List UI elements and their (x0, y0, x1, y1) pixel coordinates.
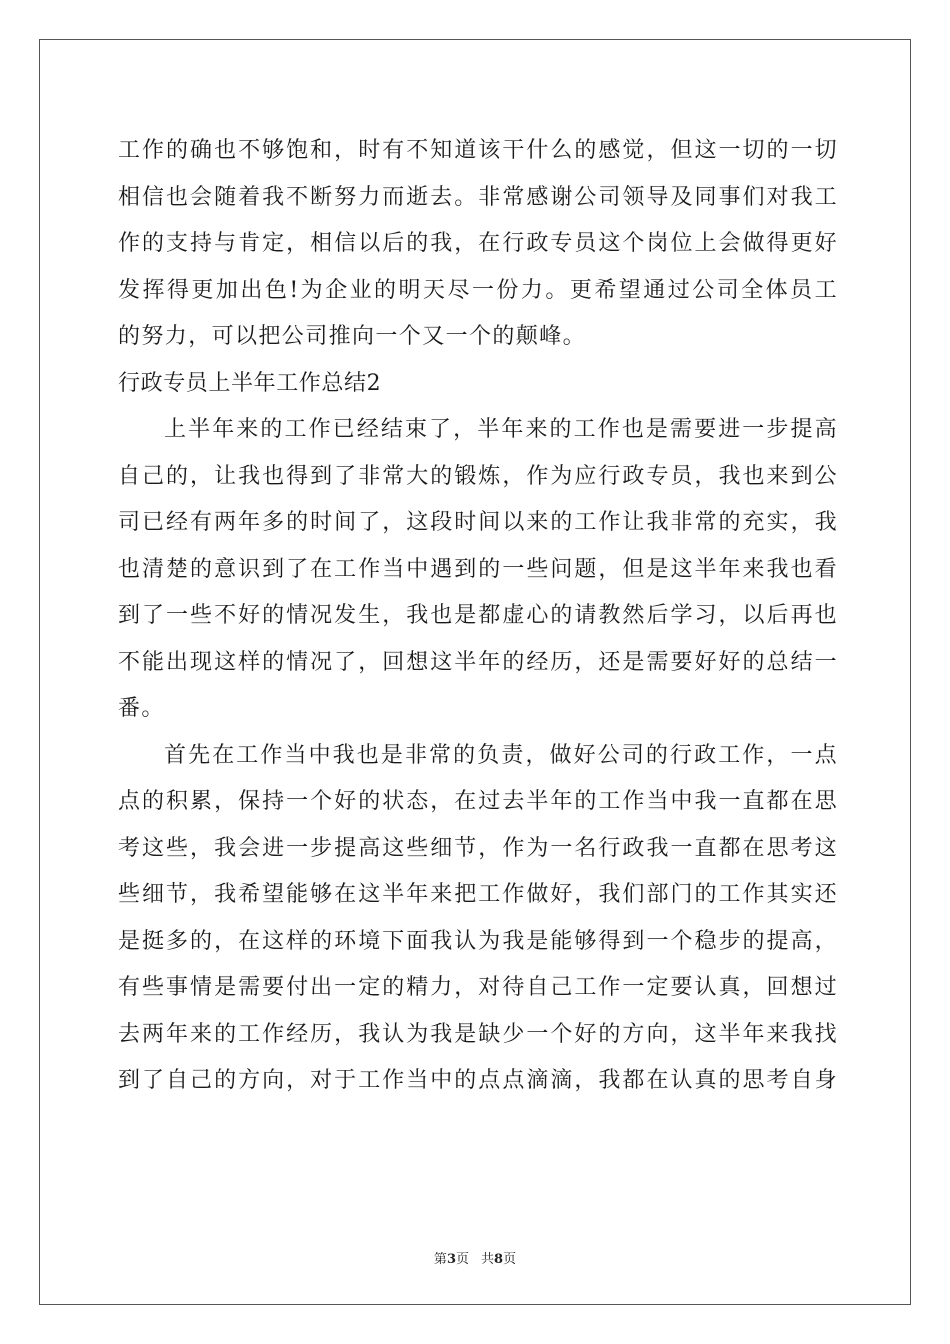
paragraph-line: 自己的，让我也得到了非常大的锻炼，作为应行政专员，我也来到公 (118, 463, 838, 489)
total-pages: 8 (494, 1252, 504, 1267)
total-suffix: 页 (503, 1252, 517, 1267)
paragraph-line: 作的支持与肯定，相信以后的我，在行政专员这个岗位上会做得更好 (118, 231, 838, 256)
page-footer (0, 1248, 950, 1267)
paragraph-line: 工作的确也不够饱和，时有不知道该干什么的感觉，但这一切的一切 (118, 138, 838, 163)
document-body (118, 128, 838, 1105)
paragraph-line: 是挺多的，在这样的环境下面我认为我是能够得到一个稳步的提高， (118, 928, 838, 954)
total-prefix: 共 (481, 1252, 495, 1267)
paragraph-line: 首先在工作当中我也是非常的负责，做好公司的行政工作，一点 (164, 742, 838, 768)
page-prefix: 第 (433, 1252, 447, 1267)
paragraph-line: 相信也会随着我不断努力而逝去。非常感谢公司领导及同事们对我工 (118, 184, 838, 210)
paragraph-line: 司已经有两年多的时间了，这段时间以来的工作让我非常的充实，我 (118, 510, 838, 535)
paragraph-line: 些细节，我希望能够在这半年来把工作做好，我们部门的工作其实还 (118, 882, 838, 907)
paragraph-line: 到了自己的方向，对于工作当中的点点滴滴，我都在认真的思考自身 (118, 1068, 838, 1093)
paragraph-line: 到了一些不好的情况发生，我也是都虚心的请教然后学习，以后再也 (118, 603, 838, 628)
paragraph-line: 考这些，我会进一步提高这些细节，作为一名行政我一直都在思考这 (118, 835, 838, 861)
paragraph-line: 上半年来的工作已经结束了，半年来的工作也是需要进一步提高 (164, 417, 838, 442)
paragraph-line: 有些事情是需要付出一定的精力，对待自己工作一定要认真，回想过 (118, 975, 838, 1000)
paragraph-line: 番。 (118, 696, 165, 721)
section-heading: 行政专员上半年工作总结2 (118, 370, 382, 396)
paragraph-line: 不能出现这样的情况了，回想这半年的经历，还是需要好好的总结一 (118, 649, 838, 675)
page-suffix: 页 (455, 1252, 469, 1267)
paragraph-line: 去两年来的工作经历，我认为我是缺少一个好的方向，这半年来我找 (118, 1021, 838, 1047)
paragraph-line: 也清楚的意识到了在工作当中遇到的一些问题，但是这半年来我也看 (118, 556, 838, 582)
paragraph-line: 的努力，可以把公司推向一个又一个的颠峰。 (118, 324, 587, 349)
paragraph-line: 点的积累，保持一个好的状态，在过去半年的工作当中我一直都在思 (118, 789, 838, 814)
page-number: 3 (446, 1252, 456, 1267)
paragraph-line: 发挥得更加出色!为企业的明天尽一份力。更希望通过公司全体员工 (118, 277, 838, 303)
